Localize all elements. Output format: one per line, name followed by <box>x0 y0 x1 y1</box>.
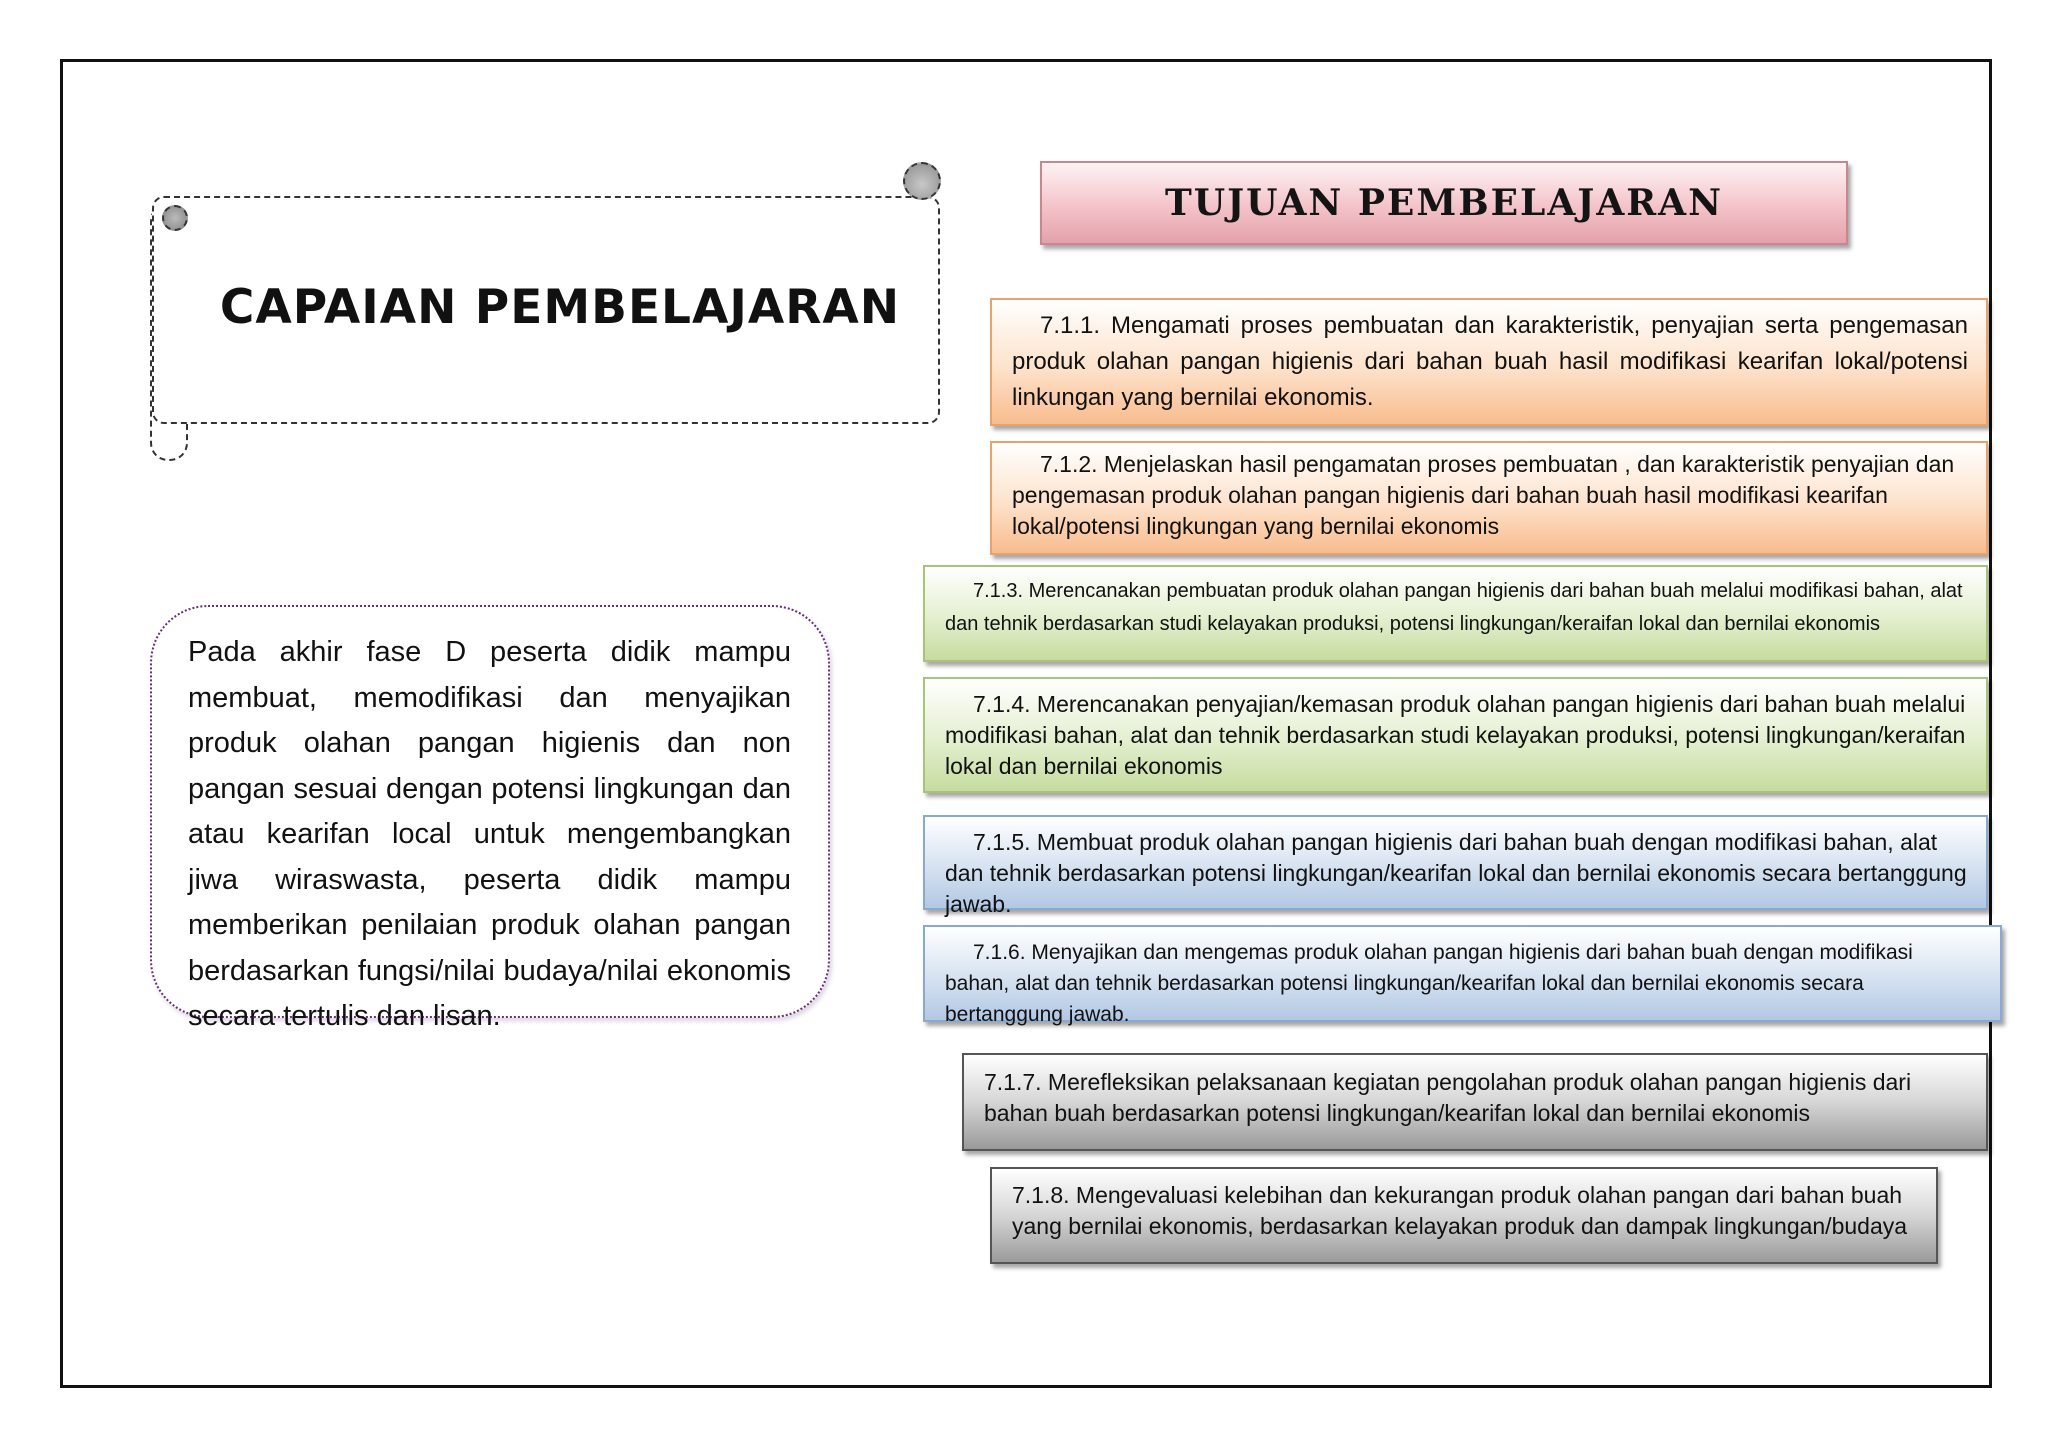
objective-text: 7.1.4. Merencanakan penyajian/kemasan produk olahan pangan higienis dari bahan buah melalui modifikasi bahan, alat dan tehnik berdasarkan studi kelayakan produksi, potensi lingkungan/keraifan lokal dan bernilai ekonomis <box>945 691 1966 779</box>
objective-item <box>990 1167 1938 1264</box>
objective-text: 7.1.3. Merencanakan pembuatan produk olahan pangan higienis dari bahan buah melalui modifikasi bahan, alat dan tehnik berdasarkan studi kelayakan produksi, potensi lingkungan/keraifan lokal dan bernilai ekonomis <box>945 580 1963 635</box>
objective-text: 7.1.6. Menyajikan dan mengemas produk olahan pangan higienis dari bahan buah dengan modifikasi bahan, alat dan tehnik berdasarkan potensi lingkungan/kearifan lokal dan bernilai ekonomis secara bertanggung jawab. <box>945 941 1913 1026</box>
objective-item <box>962 1053 1988 1151</box>
tujuan-title: TUJUAN PEMBELAJARAN <box>1164 182 1724 224</box>
objective-item <box>923 677 1988 793</box>
tujuan-header <box>1040 161 1848 245</box>
objective-item <box>923 925 2002 1026</box>
objective-item <box>990 298 1988 426</box>
objective-text: 7.1.5. Membuat produk olahan pangan higienis dari bahan buah dengan modifikasi bahan, alat dan tehnik berdasarkan potensi lingkungan/kearifan lokal dan bernilai ekonomis secara bertanggung jawab. <box>945 829 1967 917</box>
scroll-curl-right-icon <box>903 162 941 200</box>
objective-item <box>923 565 1988 662</box>
objective-item <box>990 441 1988 555</box>
scroll-curl-left-icon <box>162 205 188 231</box>
objective-text: 7.1.8. Mengevaluasi kelebihan dan kekurangan produk olahan pangan dari bahan buah yang bernilai ekonomis, berdasarkan kelayakan produk dan dampak lingkungan/budaya <box>1012 1182 1908 1239</box>
objective-text: 7.1.1. Mengamati proses pembuatan dan karakteristik, penyajian serta pengemasan produk olahan pangan higienis dari bahan buah hasil modifikasi kearifan lokal/potensi linkungan yang bernilai ekonomis. <box>1012 312 1968 411</box>
objective-text: 7.1.7. Merefleksikan pelaksanaan kegiatan pengolahan produk olahan pangan higienis dari bahan buah berdasarkan potensi lingkungan/kearifan lokal dan bernilai ekonomis <box>984 1069 1912 1126</box>
capaian-title: CAPAIAN PEMBELAJARAN <box>219 280 901 335</box>
objective-text: 7.1.2. Menjelaskan hasil pengamatan proses pembuatan , dan karakteristik penyajian dan pengemasan produk olahan pangan higienis dari bahan buah hasil modifikasi kearifan lokal/potensi lingkungan yang bernilai ekonomis <box>1012 451 1955 539</box>
objective-item <box>923 815 1988 917</box>
capaian-description: Pada akhir fase D peserta didik mampu membuat, memodifikasi dan menyajikan produk olahan pangan higienis dan non pangan sesuai dengan potensi lingkungan dan atau kearifan local untuk mengembangkan jiwa wiraswasta, peserta didik mampu memberikan penilaian produk olahan pangan berdasarkan fungsi/nilai budaya/nilai ekonomis secara tertulis dan lisan. <box>188 636 791 1032</box>
